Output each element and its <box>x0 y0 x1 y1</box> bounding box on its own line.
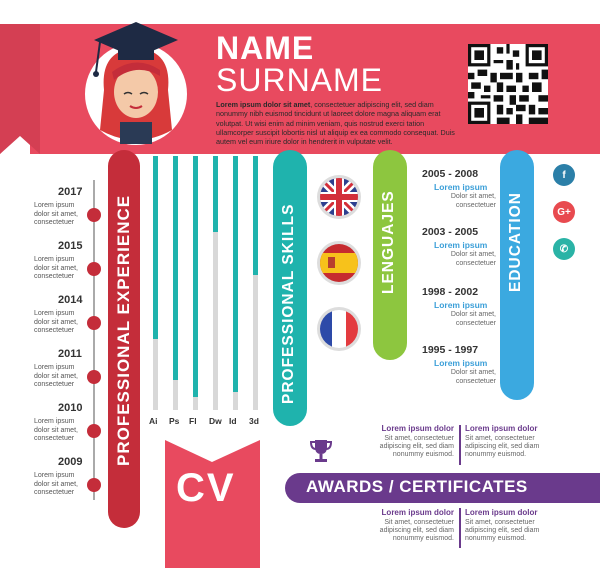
skill-bar-fill <box>253 156 258 275</box>
skill-label: Dw <box>209 416 222 426</box>
experience-year: 2010 <box>58 402 83 414</box>
education-text: Dolor sit amet, consectetuer <box>450 369 496 385</box>
timeline-dot <box>87 208 101 222</box>
skill-bar-fill <box>173 156 178 380</box>
skill-label: Id <box>229 416 237 426</box>
skill-label: Fl <box>189 416 197 426</box>
experience-year: 2017 <box>58 186 83 198</box>
award-text: Sit amet, consectetuer adipiscing elit, sed diam nonummy euismod. <box>465 435 540 459</box>
timeline-dot <box>87 370 101 384</box>
experience-text: Lorem ipsum dolor sit amet, consectetuer <box>34 472 78 496</box>
award-text: Sit amet, consectetuer adipiscing elit, sed diam nonummy euismod. <box>465 519 540 543</box>
award-text: Sit amet, consectetuer adipiscing elit, sed diam nonummy euismod. <box>379 435 454 459</box>
education-title-item: Lorem ipsum <box>434 358 488 368</box>
experience-year: 2015 <box>58 240 83 252</box>
experience-year: 2011 <box>58 348 82 360</box>
education-date: 2005 - 2008 <box>422 168 479 180</box>
education-title: EDUCATION <box>507 192 524 292</box>
intro-body: , consectetuer adipiscing elit, sed diam nonummy nibh euismod tincidunt ut laoreet dolore magna aliquam erat volutpat. Ut wisi enim ad minim veniam, quis nostrud exerci tation ullamcorper suscipit lobortis nisl ut aliquip ex ea commodo consequat. Duis autem vel eum iriure dolor in hendrerit in vulputate velit. <box>216 100 455 147</box>
avatar <box>80 10 192 150</box>
experience-title: PROFESSIONAL EXPERIENCE <box>114 194 133 466</box>
skill-bar-fill <box>153 156 158 339</box>
education-date: 1995 - 1997 <box>422 344 479 356</box>
qr-code-icon <box>468 44 548 124</box>
education-title-item: Lorem ipsum <box>434 300 488 310</box>
surname-heading: SURNAME <box>216 62 384 98</box>
facebook-icon[interactable]: f <box>553 164 575 186</box>
experience-year: 2009 <box>58 456 83 468</box>
education-title-item: Lorem ipsum <box>434 240 488 250</box>
experience-text: Lorem ipsum dolor sit amet, consectetuer <box>34 202 78 226</box>
experience-text: Lorem ipsum dolor sit amet, consectetuer <box>34 310 78 334</box>
intro-bold: Lorem ipsum dolor sit amet <box>216 100 311 109</box>
award-title: Lorem ipsum dolor <box>381 508 454 517</box>
education-date: 2003 - 2005 <box>422 226 479 238</box>
education-date: 1998 - 2002 <box>422 286 479 298</box>
timeline-dot <box>87 262 101 276</box>
skill-bar-fill <box>233 156 238 392</box>
education-text: Dolor sit amet, consectetuer <box>450 193 496 209</box>
languages-title: LENGUAJES <box>380 190 397 294</box>
award-title: Lorem ipsum dolor <box>381 424 454 433</box>
award-title: Lorem ipsum dolor <box>465 424 538 433</box>
award-title: Lorem ipsum dolor <box>465 508 538 517</box>
award-text: Sit amet, consectetuer adipiscing elit, sed diam nonummy euismod. <box>379 519 454 543</box>
name-heading: NAME <box>216 30 315 66</box>
timeline-dot <box>87 316 101 330</box>
trophy-icon <box>308 438 334 464</box>
education-text: Dolor sit amet, consectetuer <box>450 311 496 327</box>
experience-text: Lorem ipsum dolor sit amet, consectetuer <box>34 256 78 280</box>
education-title-item: Lorem ipsum <box>434 182 488 192</box>
uk-flag-icon <box>316 174 362 220</box>
experience-text: Lorem ipsum dolor sit amet, consectetuer <box>34 364 78 388</box>
awards-title: AWARDS / CERTIFICATES <box>306 477 528 496</box>
timeline-dot <box>87 478 101 492</box>
skill-label: Ps <box>169 416 180 426</box>
cv-label: CV <box>176 466 236 510</box>
whatsapp-icon[interactable]: ✆ <box>553 238 575 260</box>
skills-title: PROFESSIONAL SKILLS <box>280 203 297 404</box>
skill-label: Ai <box>149 416 158 426</box>
spain-flag-icon <box>316 240 362 286</box>
skill-label: 3d <box>249 416 259 426</box>
google-plus-icon[interactable]: G+ <box>553 201 575 223</box>
skill-bar-fill <box>193 156 198 397</box>
intro-text <box>216 100 456 146</box>
experience-text: Lorem ipsum dolor sit amet, consectetuer <box>34 418 78 442</box>
skill-bar-fill <box>213 156 218 232</box>
experience-year: 2014 <box>58 294 83 306</box>
education-text: Dolor sit amet, consectetuer <box>450 251 496 267</box>
france-flag-icon <box>316 306 362 352</box>
timeline-dot <box>87 424 101 438</box>
